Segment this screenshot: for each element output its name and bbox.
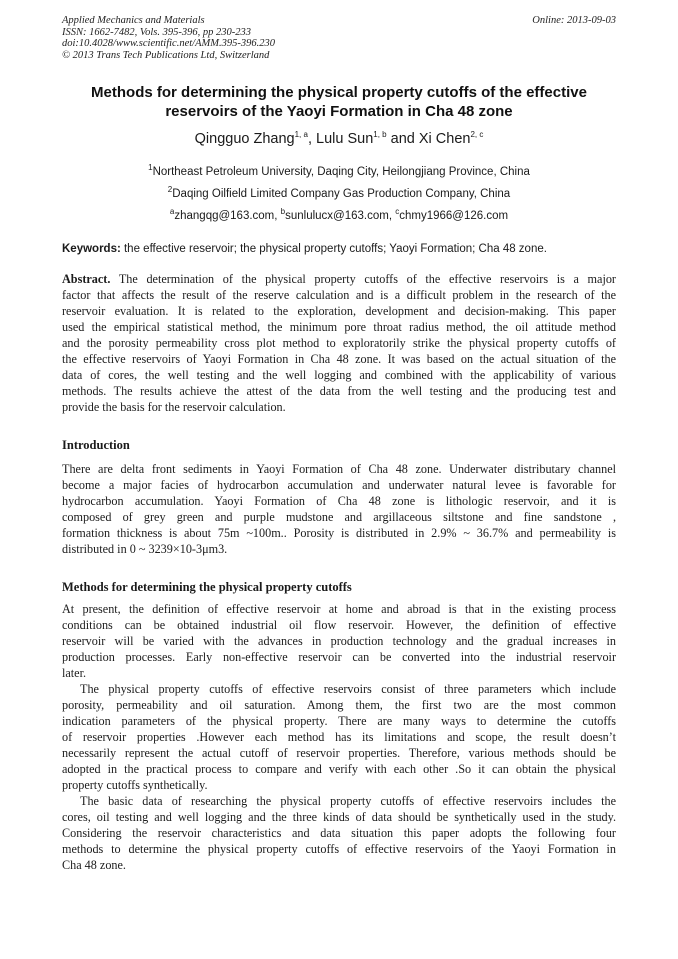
body-line: necessarily represent the actual cutoff of reservoir properties. Therefore, various methods should be <box>62 746 616 760</box>
body-line: distributed in 0 ~ 3239×10-3μm3. <box>62 542 228 556</box>
email-sup: c <box>395 207 400 217</box>
journal-name: Applied Mechanics and Materials <box>62 15 205 26</box>
body-line: indication parameters of the physical property. There are many ways to determine the cutoffs <box>62 714 616 728</box>
online-date: Online: 2013-09-03 <box>532 15 616 26</box>
keywords-label: Keywords: <box>62 243 121 255</box>
title-line-2: reservoirs of the Yaoyi Formation in Cha 48 zone <box>165 103 513 120</box>
email-link[interactable]: zhangqg@163.com, <box>174 210 281 222</box>
journal-header <box>62 15 616 61</box>
body-line: later. <box>62 666 87 680</box>
affiliation-text: Daqing Oilfield Limited Company Gas Production Company, China <box>172 188 511 200</box>
body-line: adopted in the practical process to compare and verify with each other .So it can obtain the physical <box>62 762 616 776</box>
body-line: cores, oil testing and well logging and the three kinds of data should be synthetically used in the study. <box>62 810 616 824</box>
affiliation-sup: 2 <box>167 185 173 195</box>
abstract-line: and the porosity permeability cross plot method to exploratorily strike the physical property cutoffs of <box>62 336 616 350</box>
title-line-1: Methods for determining the physical property cutoffs of the effective <box>91 84 587 101</box>
body-line: hydrocarbon accumulation. Yaoyi Formation of Cha 48 zone is lithologic reservoir, and it is <box>62 494 616 508</box>
body-line: become a major facies of hydrocarbon accumulation and underwater natural levee is favorable for <box>62 478 616 492</box>
body-line: There are delta front sediments in Yaoyi Formation of Cha 48 zone. Underwater distributary channel <box>62 462 616 476</box>
author-sup: 1, b <box>373 130 387 140</box>
introduction-paragraph <box>62 461 616 557</box>
keywords <box>62 242 618 256</box>
body-line: Considering the reservoir characteristics and data situation this paper adopts the following four <box>62 826 616 840</box>
body-line: of reservoir properties .However each method has its limitations and scope, the result doesn’t <box>62 730 616 744</box>
author-list <box>60 129 618 149</box>
affiliation-sup: 1 <box>148 163 153 173</box>
methods-section <box>62 601 616 873</box>
author-sup: 2, c <box>470 130 484 140</box>
author-name: Qingguo Zhang <box>194 131 295 147</box>
copyright-line: © 2013 Trans Tech Publications Ltd, Switzerland <box>62 49 270 61</box>
abstract-line: methods. The results achieve the attest of the data from the well testing and the producing test and <box>62 384 616 398</box>
email-sup: b <box>280 207 286 217</box>
affiliation-2 <box>60 187 618 201</box>
body-line: composed of grey green and purple mudstone and argillaceous siltstone and fine sandstone , <box>62 510 616 524</box>
email-link[interactable]: chmy1966@126.com <box>399 210 509 222</box>
abstract-line: Abstract. The determination of the physical property cutoffs of the effective reservoirs is a major <box>62 272 616 286</box>
body-line: At present, the definition of effective reservoir at home and abroad is that in the existing process <box>62 602 616 616</box>
abstract <box>62 271 616 415</box>
author-separator: , <box>307 131 317 147</box>
email-sup: a <box>169 207 175 217</box>
body-line: The basic data of researching the physical property cutoffs of effective reservoirs includes the <box>80 794 616 808</box>
body-line: conditions can be obtained industrial oil flow reservoir. However, the definition of effective <box>62 618 616 632</box>
body-line: formation thickness is about 75m ~100m.. Porosity is distributed in 2.9% ~ 36.7% and permeability is <box>62 526 616 540</box>
body-line: Cha 48 zone. <box>62 858 126 872</box>
body-line: methods to determine the physical property cutoffs of effective reservoirs of the Yaoyi Formation in <box>62 842 616 856</box>
abstract-line: data of cores, the well testing and the well logging and combined with the applicability of various <box>62 368 616 382</box>
keywords-text: the effective reservoir; the physical property cutoffs; Yaoyi Formation; Cha 48 zone. <box>120 243 547 255</box>
body-line: porosity, permeability and oil saturation. Among them, the first two are the most common <box>62 698 616 712</box>
doi-line: doi:10.4028/www.scientific.net/AMM.395-396.230 <box>62 38 275 49</box>
journal-info <box>62 15 275 61</box>
email-link[interactable]: sunlulucx@163.com, <box>285 210 396 222</box>
author-emails <box>60 209 618 223</box>
section-heading-introduction: Introduction <box>62 438 130 452</box>
body-line: reservoir will be varied with the advances in production technology and the gradual increases in <box>62 634 616 648</box>
author-name: Lulu Sun <box>316 131 374 147</box>
section-heading-methods: Methods for determining the physical property cutoffs <box>62 580 352 594</box>
paper-title <box>60 83 618 121</box>
abstract-line: provide the basis for the reservoir calculation. <box>62 400 286 414</box>
author-name: Xi Chen <box>418 131 471 147</box>
abstract-line: reservoir evaluation. It is related to the exploration, development and decision-making. This paper <box>62 304 616 318</box>
issn-line: ISSN: 1662-7482, Vols. 395-396, pp 230-233 <box>62 26 251 38</box>
body-line: production processes. Early non-effective reservoir can be converted into the industrial reservoir <box>62 650 616 664</box>
abstract-line: used the empirical statistical method, the minimum pore throat radius method, the oil attitude method <box>62 320 616 334</box>
author-separator: and <box>386 131 419 147</box>
affiliation-text: Northeast Petroleum University, Daqing City, Heilongjiang Province, China <box>152 166 530 178</box>
author-sup: 1, a <box>294 130 308 140</box>
abstract-line: the effective reservoirs of Yaoyi Formation in Cha 48 zone. It was based on the actual situation of the <box>62 352 616 366</box>
body-line: property cutoffs synthetically. <box>62 778 208 792</box>
affiliation-1 <box>60 165 618 179</box>
abstract-line: factor that affects the result of the reserve calculation and is a difficult problem in the research of the <box>62 288 616 302</box>
abstract-label: Abstract. <box>62 272 111 286</box>
body-line: The physical property cutoffs of effective reservoirs consist of three parameters which include <box>80 682 616 696</box>
